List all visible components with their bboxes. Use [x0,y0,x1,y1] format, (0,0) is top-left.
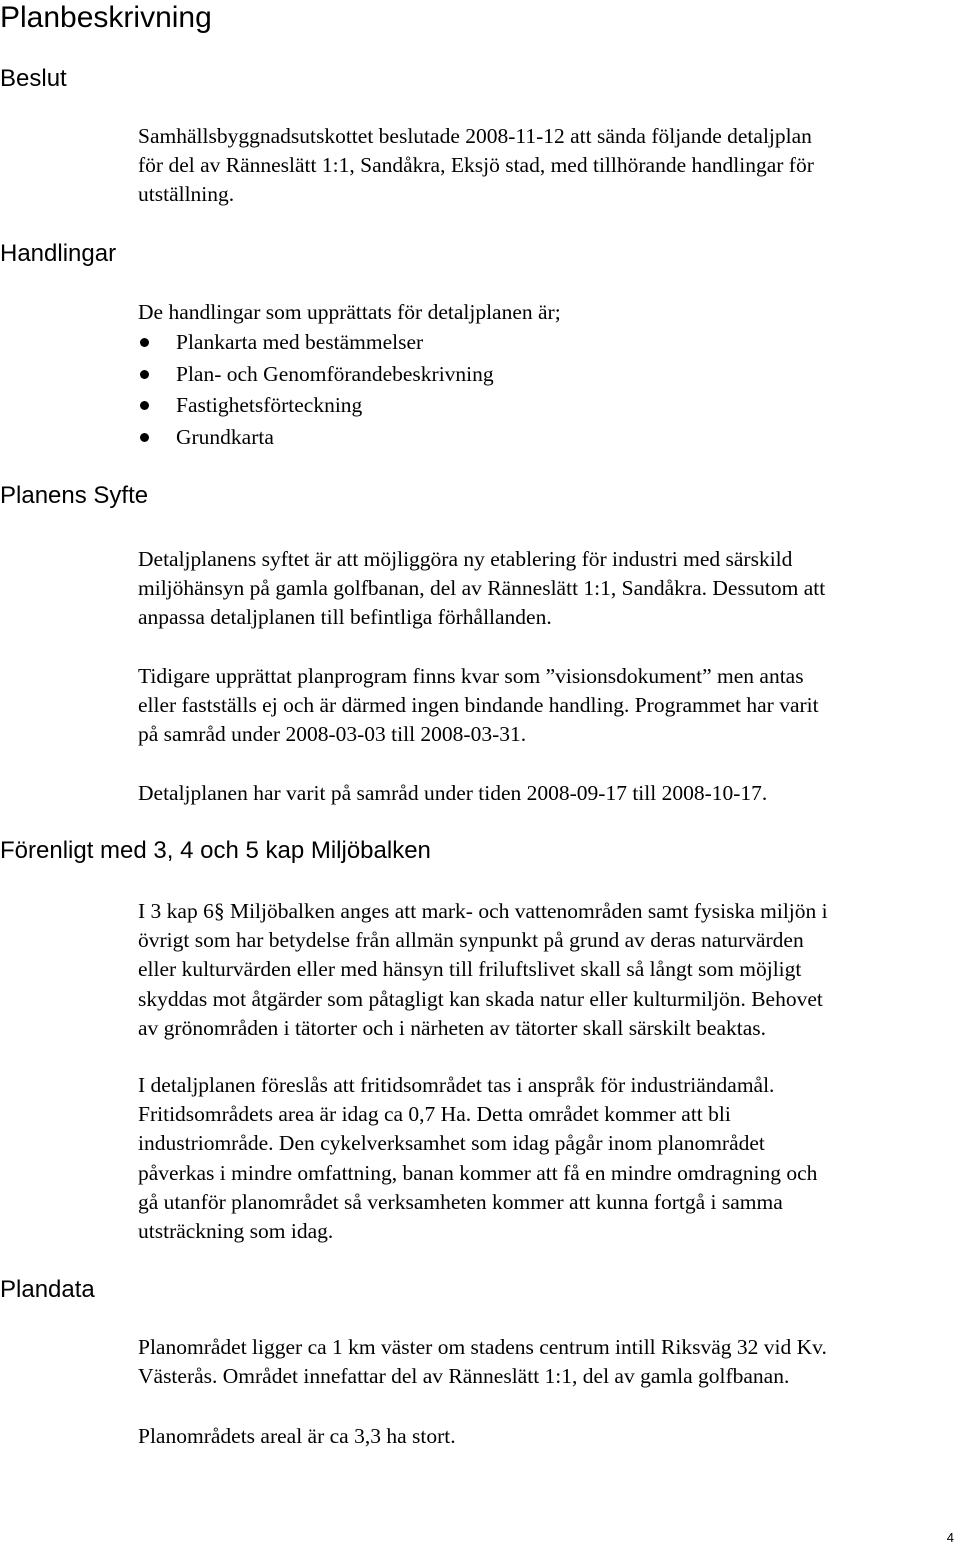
text-line: miljöhänsyn på gamla golfbanan, del av Ränneslätt 1:1, Sandåkra. Dessutom att [138,576,826,601]
text-line: industriområde. Den cykelverksamhet som idag pågår inom planområdet [138,1131,765,1156]
text-line: av grönområden i tätorter och i närheten av tätorter skall särskilt beaktas. [138,1015,767,1040]
miljobalken-paragraph-1 [138,897,956,1043]
text-line: De handlingar som upprättats för detaljplanen är; [138,300,561,324]
text-line: Planområdets areal är ca 3,3 ha stort. [138,1424,456,1448]
text-line: eller kulturvärden eller med hänsyn till friluftslivet skall så långt som möjligt [138,957,802,982]
list-item: Plankarta med bestämmelser [138,327,494,359]
list-item: Plan- och Genomförandebeskrivning [138,359,494,391]
plandata-paragraph-2 [138,1422,956,1451]
miljobalken-paragraph-2 [138,1071,956,1246]
heading-beslut: Beslut [0,65,67,92]
document-list [138,327,494,453]
text-line: Detaljplanen har varit på samråd under tiden 2008-09-17 till 2008-10-17. [138,781,768,805]
text-line: Detaljplanens syftet är att möjliggöra ny etablering för industri med särskild [138,547,793,571]
text-line: Fritidsområdets area är idag ca 0,7 Ha. Detta området kommer att bli [138,1102,731,1127]
heading-miljobalken: Förenligt med 3, 4 och 5 kap Miljöbalken [0,837,431,864]
list-item: Grundkarta [138,422,494,454]
list-item: Fastighetsförteckning [138,390,494,422]
page-title: Planbeskrivning [0,1,212,34]
text-line: utställning. [138,182,235,207]
beslut-paragraph [138,122,956,210]
handlingar-intro [138,298,956,327]
text-line: skyddas mot åtgärder som påtagligt kan skada natur eller kulturmiljön. Behovet [138,986,823,1011]
text-line: eller fastställs ej och är därmed ingen bindande handling. Programmet har varit [138,693,819,718]
syfte-paragraph-1 [138,545,956,633]
text-line: Planområdet ligger ca 1 km väster om stadens centrum intill Riksväg 32 vid Kv. [138,1335,827,1359]
text-line: I 3 kap 6§ Miljöbalken anges att mark- och vattenområden samt fysiska miljön i [138,899,828,923]
plandata-paragraph-1 [138,1333,956,1391]
text-line: Samhällsbyggnadsutskottet beslutade 2008-11-12 att sända följande detaljplan [138,124,812,148]
text-line: utsträckning som idag. [138,1219,334,1244]
text-line: på samråd under 2008-03-03 till 2008-03-31. [138,722,527,747]
text-line: I detaljplanen föreslås att fritidsområdet tas i anspråk för industriändamål. [138,1073,775,1097]
text-line: för del av Ränneslätt 1:1, Sandåkra, Eksjö stad, med tillhörande handlingar för [138,153,814,178]
text-line: gå utanför planområdet så verksamheten kommer att kunna fortgå i samma [138,1189,783,1214]
text-line: påverkas i mindre omfattning, banan kommer att få en mindre omdragning och [138,1160,818,1185]
heading-planens-syfte: Planens Syfte [0,482,149,509]
syfte-paragraph-2 [138,662,956,750]
syfte-paragraph-3 [138,779,956,808]
text-line: Västerås. Området innefattar del av Ränneslätt 1:1, del av gamla golfbanan. [138,1364,790,1389]
text-line: övrigt som har betydelse från allmän synpunkt på grund av deras naturvärden [138,928,804,953]
page-number: 4 [946,1530,954,1545]
text-line: Tidigare upprättat planprogram finns kvar som ”visionsdokument” men antas [138,664,804,688]
heading-handlingar: Handlingar [0,240,117,267]
heading-plandata: Plandata [0,1276,95,1303]
text-line: anpassa detaljplanen till befintliga förhållanden. [138,605,552,630]
